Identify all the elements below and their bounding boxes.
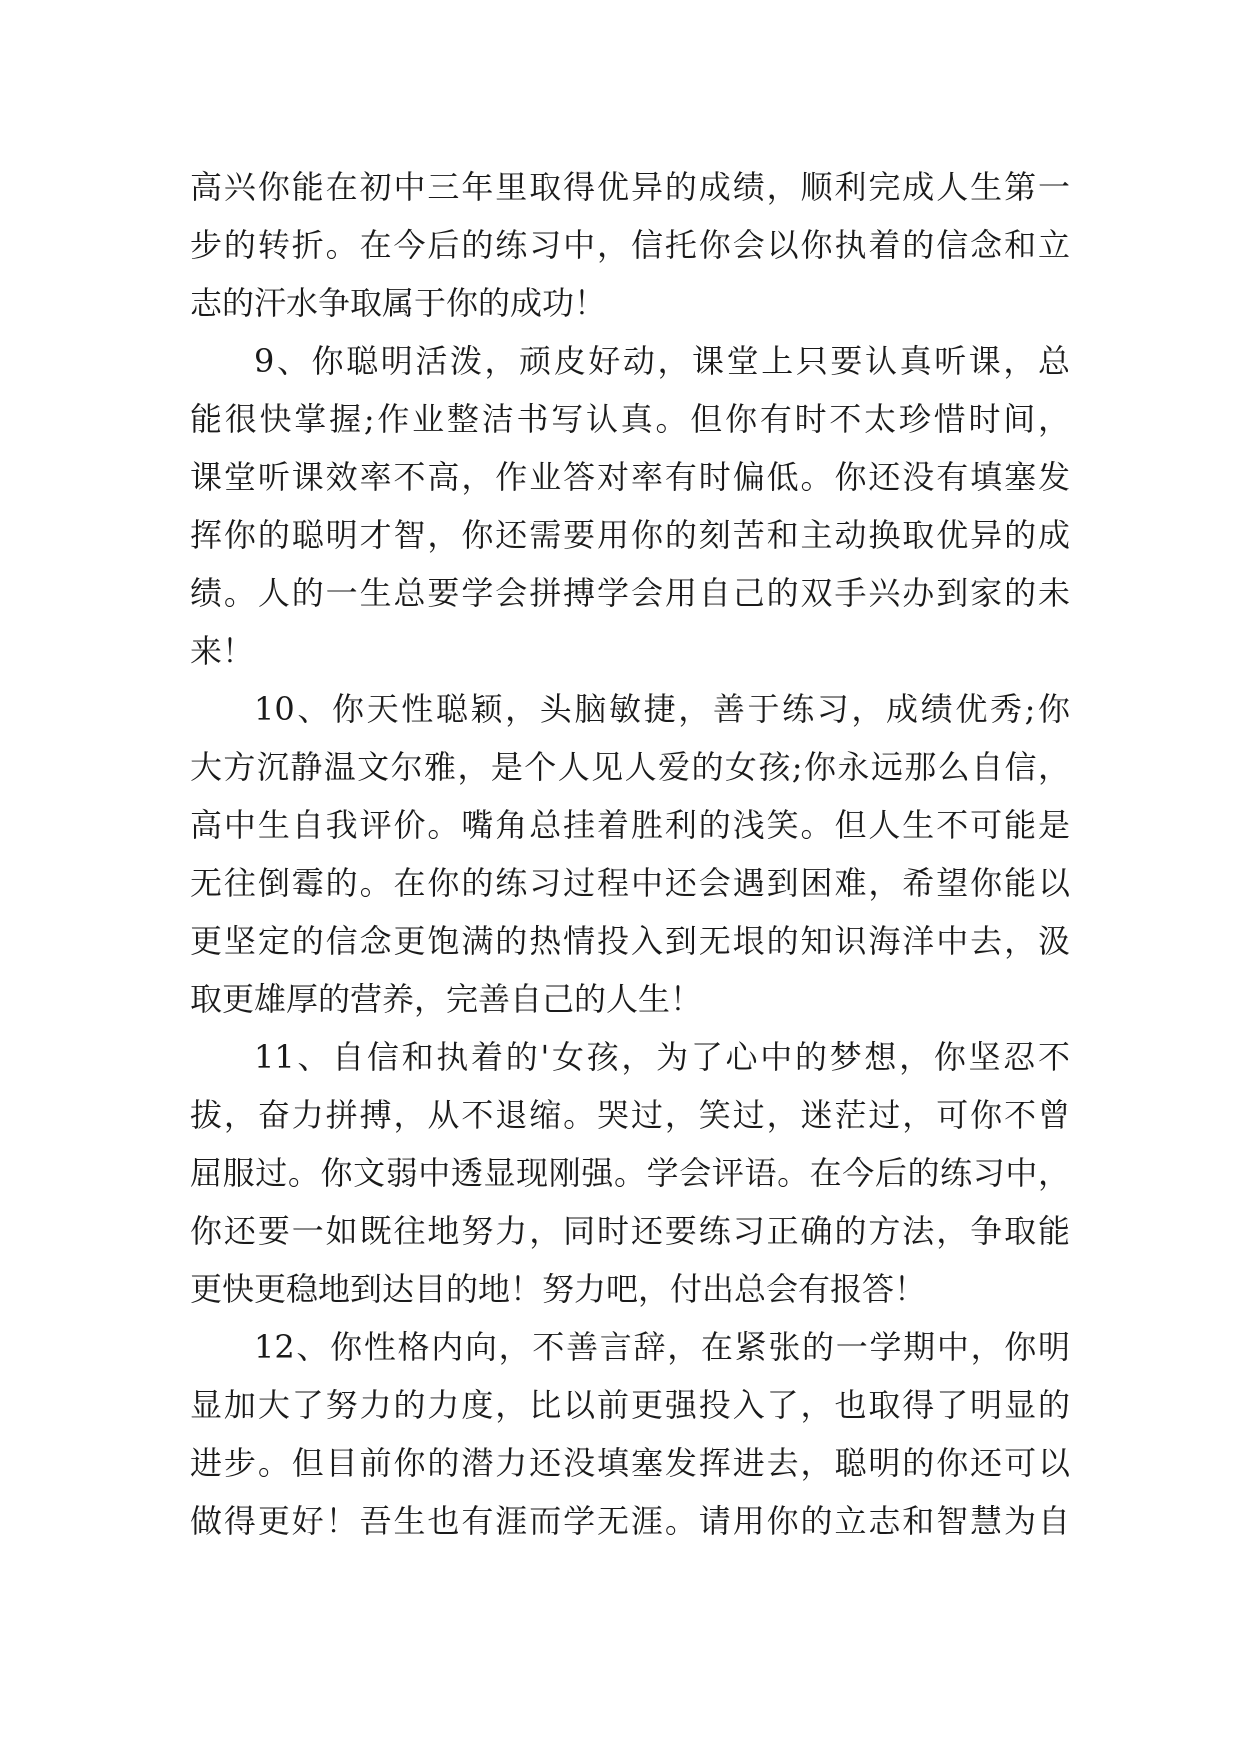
text-line: 进步。但目前你的潜力还没填塞发挥进去，聪明的你还可以 — [190, 1444, 1070, 1482]
text-line: 步的转折。在今后的练习中，信托你会以你执着的信念和立 — [190, 226, 1070, 264]
paragraph-10-start: 10、你天性聪颖，头脑敏捷，善于练习，成绩优秀;你 — [254, 690, 1070, 728]
text-line: 无往倒霉的。在你的练习过程中还会遇到困难，希望你能以 — [190, 864, 1070, 902]
text-line: 能很快掌握;作业整洁书写认真。但你有时不太珍惜时间， — [190, 400, 1070, 438]
text-line: 屈服过。你文弱中透显现刚强。学会评语。在今后的练习中， — [190, 1154, 1070, 1192]
text-line: 拔，奋力拼搏，从不退缩。哭过，笑过，迷茫过，可你不曾 — [190, 1096, 1070, 1134]
text-line: 志的汗水争取属于你的成功！ — [190, 284, 607, 322]
text-line: 你还要一如既往地努力，同时还要练习正确的方法，争取能 — [190, 1212, 1070, 1250]
text-line: 来！ — [190, 632, 255, 670]
text-line: 取更雄厚的营养，完善自己的人生！ — [190, 980, 703, 1018]
text-line: 更坚定的信念更饱满的热情投入到无垠的知识海洋中去，汲 — [190, 922, 1070, 960]
text-line: 绩。人的一生总要学会拼搏学会用自己的双手兴办到家的未 — [190, 574, 1070, 612]
paragraph-12-start: 12、你性格内向，不善言辞，在紧张的一学期中，你明 — [254, 1328, 1070, 1366]
text-line: 做得更好！吾生也有涯而学无涯。请用你的立志和智慧为自 — [190, 1502, 1070, 1540]
paragraph-9-start: 9、你聪明活泼，顽皮好动，课堂上只要认真听课，总 — [254, 342, 1070, 380]
text-line: 更快更稳地到达目的地！努力吧，付出总会有报答！ — [190, 1270, 927, 1308]
text-line: 显加大了努力的力度，比以前更强投入了，也取得了明显的 — [190, 1386, 1070, 1424]
text-line: 高兴你能在初中三年里取得优异的成绩，顺利完成人生第一 — [190, 168, 1070, 206]
text-line: 挥你的聪明才智，你还需要用你的刻苦和主动换取优异的成 — [190, 516, 1070, 554]
paragraph-11-start: 11、自信和执着的'女孩，为了心中的梦想，你坚忍不 — [254, 1038, 1070, 1076]
text-line: 高中生自我评价。嘴角总挂着胜利的浅笑。但人生不可能是 — [190, 806, 1070, 844]
text-line: 大方沉静温文尔雅，是个人见人爱的女孩;你永远那么自信， — [190, 748, 1070, 786]
text-line: 课堂听课效率不高，作业答对率有时偏低。你还没有填塞发 — [190, 458, 1070, 496]
